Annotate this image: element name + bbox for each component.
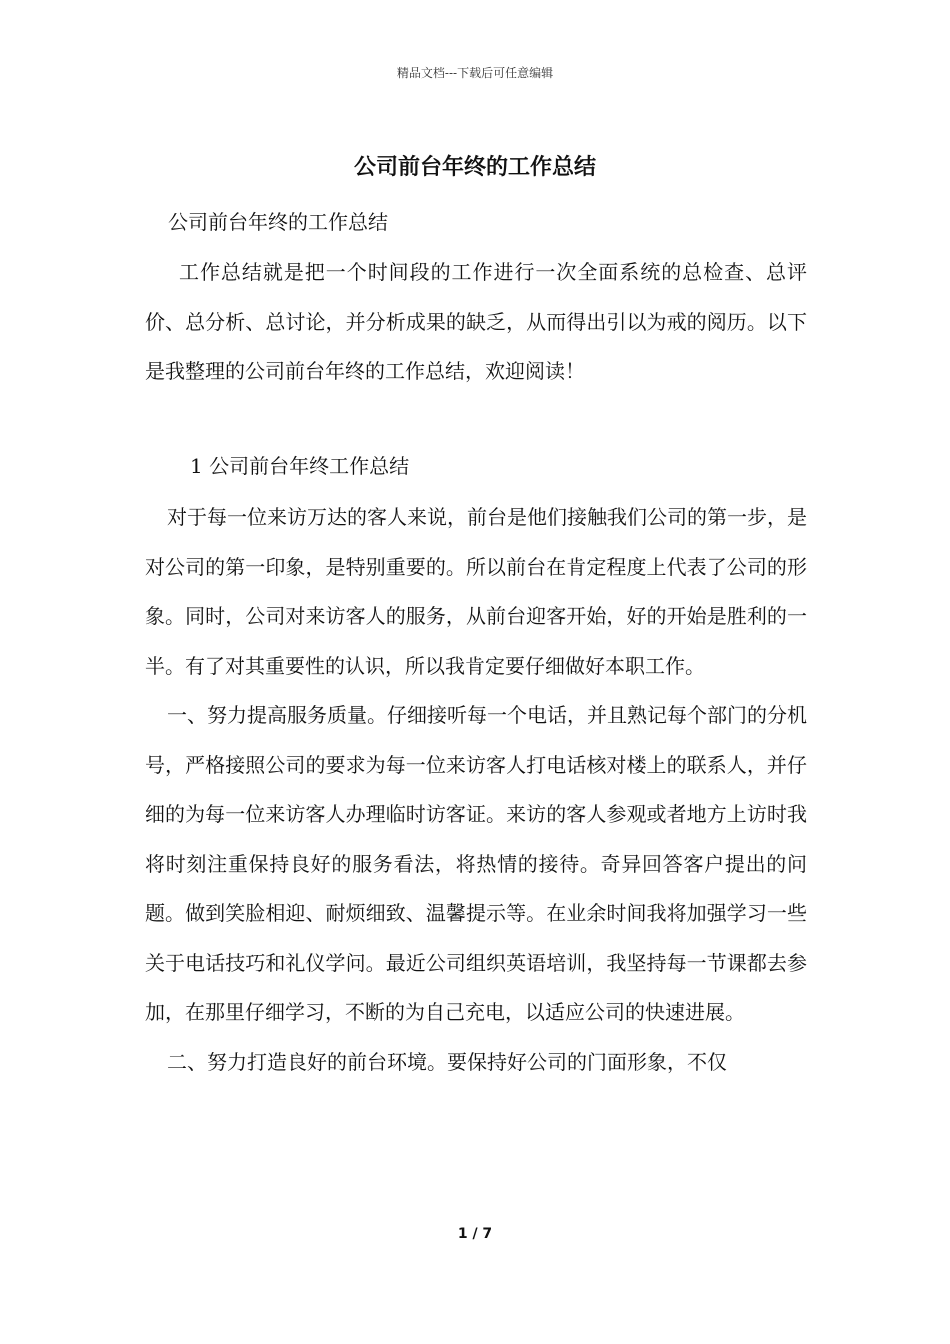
intro-text: 工作总结就是把一个时间段的工作进行一次全面系统的总检查、总评价、总分析、总讨论，并分析成果的缺乏，从而得出引以为戒的阅历。以下是我整理的公司前台年终的工作总结，欢迎阅读！ (145, 260, 807, 383)
body-paragraph: 一、努力提高服务质量。仔细接听每一个电话，并且熟记每个部门的分机号，严格接照公司的要求为每一位来访客人打电话核对楼上的联系人，并仔细的为每一位来访客人办理临时访客证。来访的客人参观或者地方上访时我将时刻注重保持良好的服务看法，将热情的接待。奇异回答客户提出的问题。做到笑脸相迎、耐烦细致、温馨提示等。在业余时间我将加强学习一些关于电话技巧和礼仪学问。最近公司组织英语培训，我坚持每一节课都去参加，在那里仔细学习，不断的为自己充电，以适应公司的快速进展。 (145, 703, 807, 1024)
body-paragraph: 对于每一位来访万达的客人来说，前台是他们接触我们公司的第一步，是对公司的第一印象，是特别重要的。所以前台在肯定程度上代表了公司的形象。同时，公司对来访客人的服务，从前台迎客开始，好的开始是胜利的一半。有了对其重要性的认识，所以我肯定要仔细做好本职工作。 (145, 505, 807, 678)
main-body (145, 493, 807, 1087)
intro-paragraph (145, 248, 807, 397)
body-paragraph: 二、努力打造良好的前台环境。要保持好公司的门面形象，不仅 (167, 1049, 727, 1074)
page-header: 精品文档---下载后可任意编辑 (396, 66, 554, 80)
page-number: 1 / 7 (457, 1226, 493, 1242)
section-heading: 1 公司前台年终工作总结 (190, 454, 410, 478)
document-title: 公司前台年终的工作总结 (353, 154, 596, 180)
document-subtitle: 公司前台年终的工作总结 (168, 210, 388, 234)
